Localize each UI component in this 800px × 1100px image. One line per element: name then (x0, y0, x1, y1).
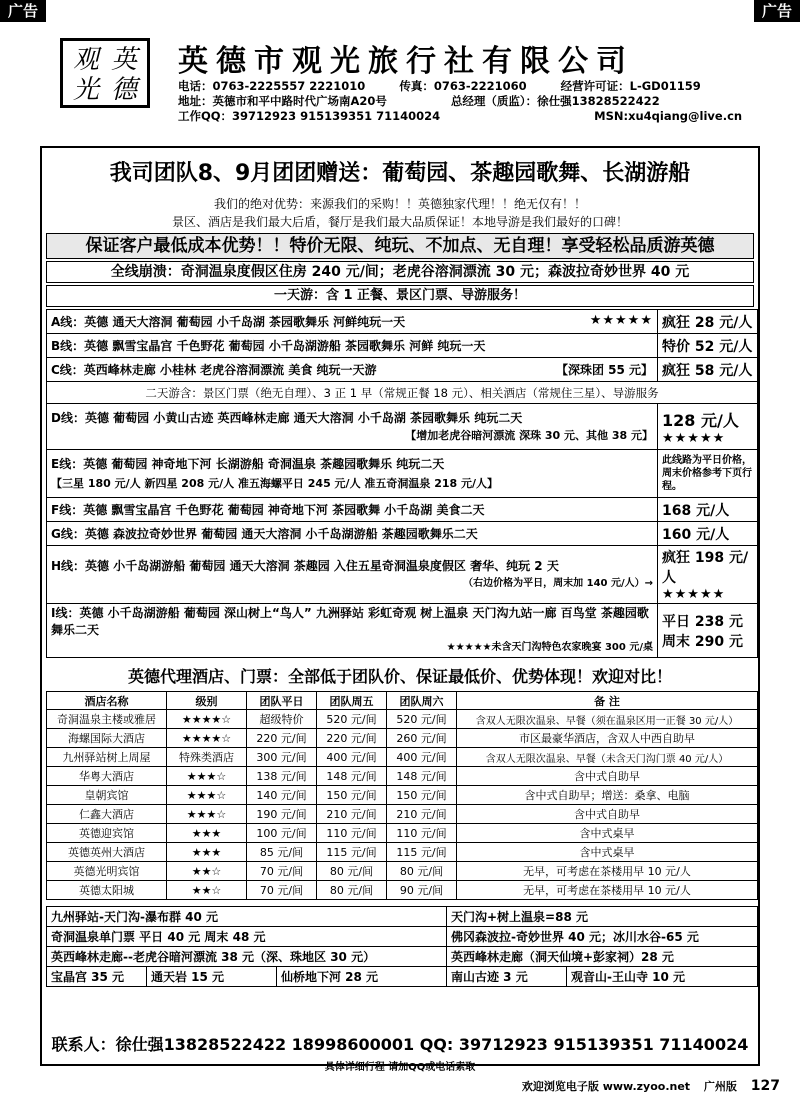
col-remarks: 备 注 (457, 692, 758, 710)
col-saturday: 团队周六 (387, 692, 457, 710)
seal-char: 德 (110, 75, 137, 105)
page-footer (522, 1078, 780, 1094)
hotel-row (47, 881, 758, 900)
hotel-cell: 148 元/间 (317, 767, 387, 786)
main-panel (40, 146, 760, 1066)
two-day-header-row (47, 382, 758, 404)
route-a: A线：英德 通天大溶洞 葡萄园 小千岛湖 茶园歌舞乐 河鲜纯玩一天 (51, 315, 406, 329)
route-price: 160 元/人 (658, 522, 758, 546)
hotel-cell: ★★★★☆ (167, 729, 247, 748)
fax: 传真：0763-2221060 (399, 79, 527, 93)
col-friday: 团队周五 (317, 692, 387, 710)
route-b: B线：英德 飘雪宝晶宫 千色野花 葡萄园 小千岛湖游船 茶园歌舞乐 河鲜 纯玩一天 (51, 339, 486, 353)
route-e: E线：英德 葡萄园 神奇地下河 长湖游船 奇洞温泉 茶趣园歌舞乐 纯玩二天 (51, 456, 445, 471)
route-row (47, 604, 758, 658)
hotel-cell: 奇洞温泉主楼或雅居 (47, 710, 167, 729)
hotel-table (46, 691, 758, 900)
route-price: 疯狂 28 元/人 (658, 310, 758, 334)
hotel-cell: 115 元/间 (317, 843, 387, 862)
route-note: 【深珠团 55 元】 (555, 363, 653, 377)
hotel-cell: 含中式自助早 (457, 767, 758, 786)
address: 地址：英德市和平中路时代广场南A20号 (178, 94, 387, 108)
hotel-cell: 110 元/间 (387, 824, 457, 843)
hotel-rows (47, 710, 758, 900)
ticket-row (47, 967, 758, 987)
ad-label-left: 广告 (0, 0, 46, 22)
hotel-cell: ★★☆ (167, 862, 247, 881)
hotel-row (47, 824, 758, 843)
page-number: 127 (750, 1078, 780, 1094)
hotel-cell: 80 元/间 (317, 862, 387, 881)
rating: ★★★★★ (662, 587, 726, 602)
hotel-cell: ★★★☆ (167, 805, 247, 824)
promo-title: 我司团队8、9月团团赠送：葡萄园、茶趣园歌舞、长湖游船 (109, 161, 691, 186)
hotel-cell: ★★☆ (167, 881, 247, 900)
seal-char: 英 (110, 45, 137, 75)
hotel-cell: ★★★ (167, 824, 247, 843)
route-row (47, 498, 758, 522)
route-sub: 【增加老虎谷暗河漂流 深珠 30 元、其他 38 元】 (405, 428, 653, 442)
ticket-item: 佛冈森波拉-奇妙世界 40 元；冰川水谷-65 元 (447, 927, 758, 947)
hotel-cell: 210 元/间 (317, 805, 387, 824)
route-g: G线：英德 森波拉奇妙世界 葡萄园 通天大溶洞 小千岛湖游船 茶趣园歌舞乐二天 (47, 522, 658, 546)
contact-line-3 (178, 108, 742, 124)
hotel-cell: 无早，可考虑在茶楼用早 10 元/人 (457, 862, 758, 881)
seal-char: 观 (72, 45, 99, 75)
hotel-cell: 特殊类酒店 (167, 748, 247, 767)
hotel-row (47, 862, 758, 881)
msn: MSN:xu4qiang@live.cn (594, 109, 743, 123)
hotel-cell: 190 元/间 (247, 805, 317, 824)
hotel-row (47, 767, 758, 786)
company-header (60, 30, 750, 130)
route-row (47, 404, 758, 450)
phone: 电话：0763-2225557 2221010 (178, 79, 366, 93)
hotel-row (47, 729, 758, 748)
route-price: 疯狂 198 元/人 (662, 550, 749, 586)
hotel-cell: 110 元/间 (317, 824, 387, 843)
rating: ★★★★★ (662, 430, 726, 446)
hotel-section-title: 英德代理酒店、门票：全部低于团队价、保证最低价、优势体现！欢迎对比！ (127, 667, 672, 686)
hotel-cell: 含中式自助早 (457, 805, 758, 824)
two-day-header: 二天游含：景区门票（绝无自理）、3 正 1 早（常规正餐 18 元）、相关酒店（常规住三星）、导游服务 (47, 382, 758, 404)
hotel-cell: 220 元/间 (317, 729, 387, 748)
hotel-cell: 140 元/间 (247, 786, 317, 805)
hotel-cell: 80 元/间 (317, 881, 387, 900)
hotel-cell: 400 元/间 (387, 748, 457, 767)
banner-guarantee: 保证客户最低成本优势！！特价无限、纯玩、不加点、无自理！享受轻松品质游英德 (46, 233, 754, 259)
ad-label-right: 广告 (754, 0, 800, 22)
hotel-cell: 皇朝宾馆 (47, 786, 167, 805)
hotel-row (47, 786, 758, 805)
hotel-cell: 260 元/间 (387, 729, 457, 748)
hotel-cell: 英德光明宾馆 (47, 862, 167, 881)
hotel-cell: 海螺国际大酒店 (47, 729, 167, 748)
one-day-header: 一天游：含 1 正餐、景区门票、导游服务！ (46, 285, 754, 307)
ticket-row (47, 907, 758, 927)
route-c: C线：英西峰林走廊 小桂林 老虎谷溶洞漂流 美食 纯玩一天游 (51, 363, 377, 377)
ticket-row (47, 927, 758, 947)
hotel-header-row (47, 692, 758, 710)
contact-line: 联系人：徐仕强13828522422 18998600001 QQ: 39712923 915139351 71140024 (51, 1035, 749, 1054)
hotel-cell: ★★★★☆ (167, 710, 247, 729)
ticket-item: 南山古迹 3 元 (447, 967, 567, 987)
one-day-routes (46, 309, 758, 658)
hotel-cell: 市区最豪华酒店，含双人中西自助早 (457, 729, 758, 748)
ticket-item: 九州驿站-天门沟-瀑布群 40 元 (47, 907, 447, 927)
hotel-row (47, 805, 758, 824)
hotel-cell: 英德迎宾馆 (47, 824, 167, 843)
ticket-item: 通天岩 15 元 (147, 967, 277, 987)
hotel-cell: 仁鑫大酒店 (47, 805, 167, 824)
ticket-item: 奇洞温泉单门票 平日 40 元 周末 48 元 (47, 927, 447, 947)
hotel-cell: 138 元/间 (247, 767, 317, 786)
route-price: 128 元/人 (662, 410, 739, 430)
hotel-cell: 超级特价 (247, 710, 317, 729)
route-d: D线：英德 葡萄园 小黄山古迹 英西峰林走廊 通天大溶洞 小千岛湖 茶园歌舞乐 纯玩二天 (51, 410, 523, 425)
slogan-1: 我们的绝对优势：来源我们的采购！！英德独家代理！！绝无仅有！！ (213, 197, 586, 211)
route-price: 特价 52 元/人 (658, 334, 758, 358)
col-hotel: 酒店名称 (47, 692, 167, 710)
footer-brand: 广州版 (703, 1080, 737, 1093)
hotel-row (47, 710, 758, 729)
details-note: 具体详细行程 请加QQ或电话索取 (324, 1062, 476, 1073)
hotel-cell: 520 元/间 (317, 710, 387, 729)
hotel-cell: 含中式桌早 (457, 824, 758, 843)
contact-line-1 (178, 78, 701, 94)
route-price: 疯狂 58 元/人 (658, 358, 758, 382)
route-h: H线：英德 小千岛湖游船 葡萄园 通天大溶洞 茶趣园 入住五星奇洞温泉度假区 奢华、纯玩 2 天 (51, 558, 559, 573)
route-row (47, 450, 758, 498)
col-level: 级别 (167, 692, 247, 710)
hotel-cell: 150 元/间 (387, 786, 457, 805)
ticket-table (46, 906, 758, 987)
hotel-cell: 含双人无限次温泉、早餐（未含天门沟门票 40 元/人） (457, 748, 758, 767)
route-price: 168 元/人 (658, 498, 758, 522)
hotel-cell: 英德英州大酒店 (47, 843, 167, 862)
company-name: 英德市观光旅行社有限公司 (178, 44, 634, 79)
company-seal-logo (60, 38, 150, 108)
hotel-row (47, 843, 758, 862)
work-qq: 工作QQ：39712923 915139351 71140024 (178, 109, 441, 123)
col-weekday: 团队平日 (247, 692, 317, 710)
hotel-cell: 148 元/间 (387, 767, 457, 786)
hotel-cell: 400 元/间 (317, 748, 387, 767)
route-sub: 【三星 180 元/人 新四星 208 元/人 准五海螺平日 245 元/人 准五奇洞温泉 218 元/人】 (51, 476, 499, 490)
route-price-weekend: 周末 290 元 (662, 633, 743, 650)
hotel-cell: 210 元/间 (387, 805, 457, 824)
rating: ★★★★★ (589, 313, 653, 328)
route-row (47, 358, 758, 382)
manager: 总经理（质监）：徐仕强13828522422 (450, 94, 660, 108)
hotel-row (47, 748, 758, 767)
footer-site: 欢迎浏览电子版 www.zyoo.net (521, 1080, 691, 1093)
hotel-cell: 115 元/间 (387, 843, 457, 862)
route-row (47, 334, 758, 358)
ticket-item: 观音山-王山寺 10 元 (567, 967, 758, 987)
hotel-cell: 300 元/间 (247, 748, 317, 767)
hotel-cell: 英德太阳城 (47, 881, 167, 900)
hotel-cell: 70 元/间 (247, 881, 317, 900)
hotel-cell: ★★★ (167, 843, 247, 862)
hotel-cell: 含中式自助早；增送：桑拿、电脑 (457, 786, 758, 805)
hotel-cell: 150 元/间 (317, 786, 387, 805)
ticket-item: 宝晶宫 35 元 (47, 967, 147, 987)
ticket-item: 天门沟+树上温泉=88 元 (447, 907, 758, 927)
hotel-cell: 220 元/间 (247, 729, 317, 748)
banner-discount: 全线崩溃：奇洞温泉度假区住房 240 元/间；老虎谷溶洞漂流 30 元；森波拉奇妙世界 40 元 (46, 261, 754, 283)
route-row (47, 522, 758, 546)
ticket-item: 英西峰林走廊--老虎谷暗河漂流 38 元（深、珠地区 30 元） (47, 947, 447, 967)
contact-line-2 (178, 93, 660, 109)
hotel-cell: 80 元/间 (387, 862, 457, 881)
hotel-cell: ★★★☆ (167, 786, 247, 805)
ticket-row (47, 947, 758, 967)
route-sub: （右边价格为平日，周末加 140 元/人）→ (463, 577, 653, 589)
hotel-cell: ★★★☆ (167, 767, 247, 786)
route-row (47, 546, 758, 604)
ticket-item: 仙桥地下河 28 元 (277, 967, 447, 987)
route-price: 此线路为平日价格，周末价格参考下页行程。 (658, 450, 758, 498)
license: 经营许可证：L-GD01159 (560, 79, 701, 93)
seal-char: 光 (72, 75, 99, 105)
hotel-cell: 85 元/间 (247, 843, 317, 862)
hotel-cell: 90 元/间 (387, 881, 457, 900)
route-sub: ★★★★★未含天门沟特色农家晚宴 300 元/桌 (446, 642, 653, 653)
route-i: I线：英德 小千岛湖游船 葡萄园 深山树上“鸟人” 九洲驿站 彩虹奇观 树上温泉 天门沟九站一廊 百鸟堂 茶趣园歌舞乐二天 (51, 606, 649, 637)
hotel-cell: 520 元/间 (387, 710, 457, 729)
hotel-cell: 华粤大酒店 (47, 767, 167, 786)
hotel-cell: 九州驿站树上周屋 (47, 748, 167, 767)
ticket-item: 英西峰林走廊（洞天仙境+彭家祠）28 元 (447, 947, 758, 967)
route-f: F线：英德 飘雪宝晶宫 千色野花 葡萄园 神奇地下河 茶园歌舞 小千岛湖 美食二天 (47, 498, 658, 522)
route-price: 平日 238 元 (662, 613, 743, 630)
hotel-cell: 70 元/间 (247, 862, 317, 881)
hotel-cell: 无早，可考虑在茶楼用早 10 元/人 (457, 881, 758, 900)
slogan-2: 景区、酒店是我们最大后盾，餐厅是我们最大品质保证！本地导游是我们最好的口碑！ (171, 215, 628, 229)
hotel-cell: 含双人无限次温泉、早餐（须在温泉区用一正餐 30 元/人） (457, 710, 758, 729)
hotel-cell: 含中式桌早 (457, 843, 758, 862)
hotel-cell: 100 元/间 (247, 824, 317, 843)
route-row (47, 310, 758, 334)
